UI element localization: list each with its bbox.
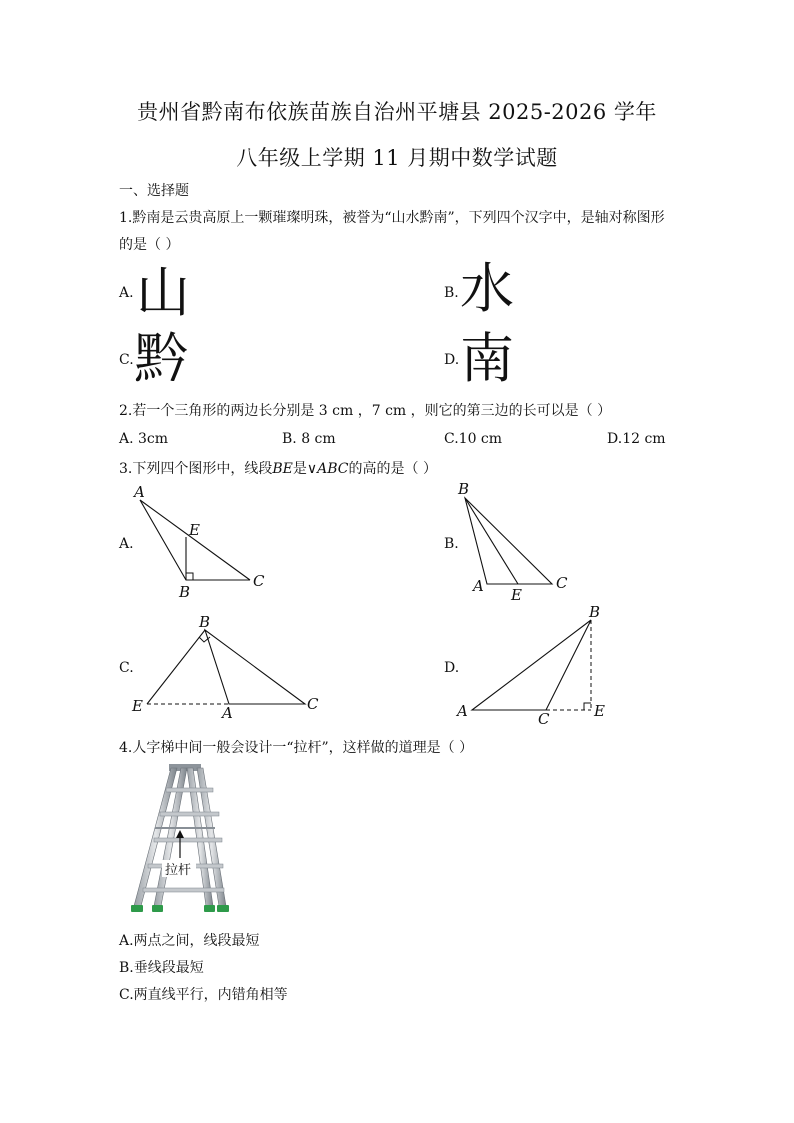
q3-figure-b <box>450 478 580 603</box>
q3-figure-c-point-b: B <box>199 613 211 631</box>
q3-figure-c <box>125 610 330 725</box>
q1-stem-line2: 的是（ ） <box>119 237 180 253</box>
ladder-label: 拉杆 <box>165 863 192 878</box>
q2-stem: 2.若一个三角形的两边长分别是 3 cm ，7 cm ，则它的第三边的长可以是（ ） <box>119 403 612 419</box>
q3-figure-b-point-b: B <box>458 480 470 498</box>
q3-figure-a-point-e: E <box>189 521 200 539</box>
q3-figure-b-point-e: E <box>511 586 522 603</box>
q3-segment-name: BE <box>272 461 293 477</box>
q3-figure-d-right-angle-mark <box>584 703 591 710</box>
q3-triangle-name: ∨ABC <box>306 461 349 477</box>
q2-option-a-label: A. <box>119 431 134 447</box>
q3-figure-c-point-e: E <box>132 697 143 715</box>
doc-title-line1: 贵州省黔南布依族苗族自治州平塘县 2025-2026 学年 <box>137 100 657 124</box>
q1-option-a-glyph: 山 <box>136 261 190 324</box>
q3-figure-d-point-a: A <box>457 702 468 720</box>
q2-option-b-text: 8 cm <box>301 431 336 447</box>
q3-figure-c-point-c: C <box>307 695 319 713</box>
q3-figure-d-point-c: C <box>538 710 550 728</box>
q3-figure-d-point-b: B <box>589 603 601 621</box>
q2-option-c-text: 10 cm <box>458 431 503 447</box>
q4-option-b: B.垂线段最短 <box>119 960 204 976</box>
q2-option-b-label: B. <box>282 431 297 447</box>
q4-option-c: C.两直线平行，内错角相等 <box>119 987 288 1003</box>
q3-figure-a-point-a: A <box>134 483 145 501</box>
q3-figure-a-point-b: B <box>179 583 191 601</box>
q2-option-d <box>607 431 666 447</box>
q4-option-a: A.两点之间，线段最短 <box>119 933 260 949</box>
q3-figure-d-triangle <box>472 620 591 710</box>
doc-title-line2: 八年级上学期 11 月期中数学试题 <box>236 146 558 170</box>
q3-stem-part2: 是 <box>292 461 307 477</box>
q2-option-b <box>282 431 336 447</box>
q3-figure-a-point-c: C <box>253 572 265 590</box>
q1-option-a-label: A. <box>119 285 134 301</box>
q3-option-c-label: C. <box>119 660 134 676</box>
ladder-feet <box>131 905 229 912</box>
q1-stem-line1: 1.黔南是云贵高原上一颗璀璨明珠，被誉为“山水黔南”，下列四个汉字中，是轴对称图形 <box>119 210 665 226</box>
q1-option-b-glyph: 水 <box>460 257 514 320</box>
q3-figure-a-side-ac <box>140 500 250 580</box>
q3-stem-part1: 3.下列四个图形中，线段 <box>119 461 273 477</box>
q2-option-c <box>444 431 502 447</box>
q3-stem-part3: 的高的是（ ） <box>348 461 437 477</box>
q3-figure-b-segment-be <box>465 498 518 584</box>
q2-option-a-text: 3cm <box>138 431 169 447</box>
q2-option-c-label: C. <box>444 431 459 447</box>
q3-figure-b-triangle <box>465 498 552 584</box>
q3-stem <box>119 458 437 478</box>
q2-option-a <box>119 431 168 447</box>
q1-option-b-label: B. <box>444 285 459 301</box>
q3-option-d-label: D. <box>444 660 460 676</box>
q1-option-d-label: D. <box>444 352 460 368</box>
q3-figure-b-point-a: A <box>473 577 484 595</box>
ladder-image <box>125 758 235 920</box>
q3-figure-c-point-a: A <box>222 704 233 722</box>
ladder-arrowhead <box>176 830 184 838</box>
q3-figure-d-point-e: E <box>594 702 605 720</box>
q3-option-b-label: B. <box>444 536 459 552</box>
q3-option-a-label: A. <box>119 536 134 552</box>
q2-option-d-label: D. <box>607 431 623 447</box>
q4-stem: 4.人字梯中间一般会设计一“拉杆”，这样做的道理是（ ） <box>119 740 474 756</box>
q3-figure-d <box>450 600 625 730</box>
q3-figure-c-segment-be <box>147 630 205 704</box>
q1-option-d-glyph: 南 <box>460 327 514 390</box>
q3-figure-c-triangle <box>205 630 305 704</box>
q3-figure-b-point-c: C <box>556 574 568 592</box>
q3-figure-a-right-angle-mark <box>186 573 193 580</box>
q2-option-d-text: 12 cm <box>622 431 666 447</box>
section-heading: 一、选择题 <box>119 183 189 199</box>
q1-option-c-glyph: 黔 <box>134 327 188 390</box>
q1-option-c-label: C. <box>119 352 134 368</box>
q3-figure-a <box>125 480 285 605</box>
